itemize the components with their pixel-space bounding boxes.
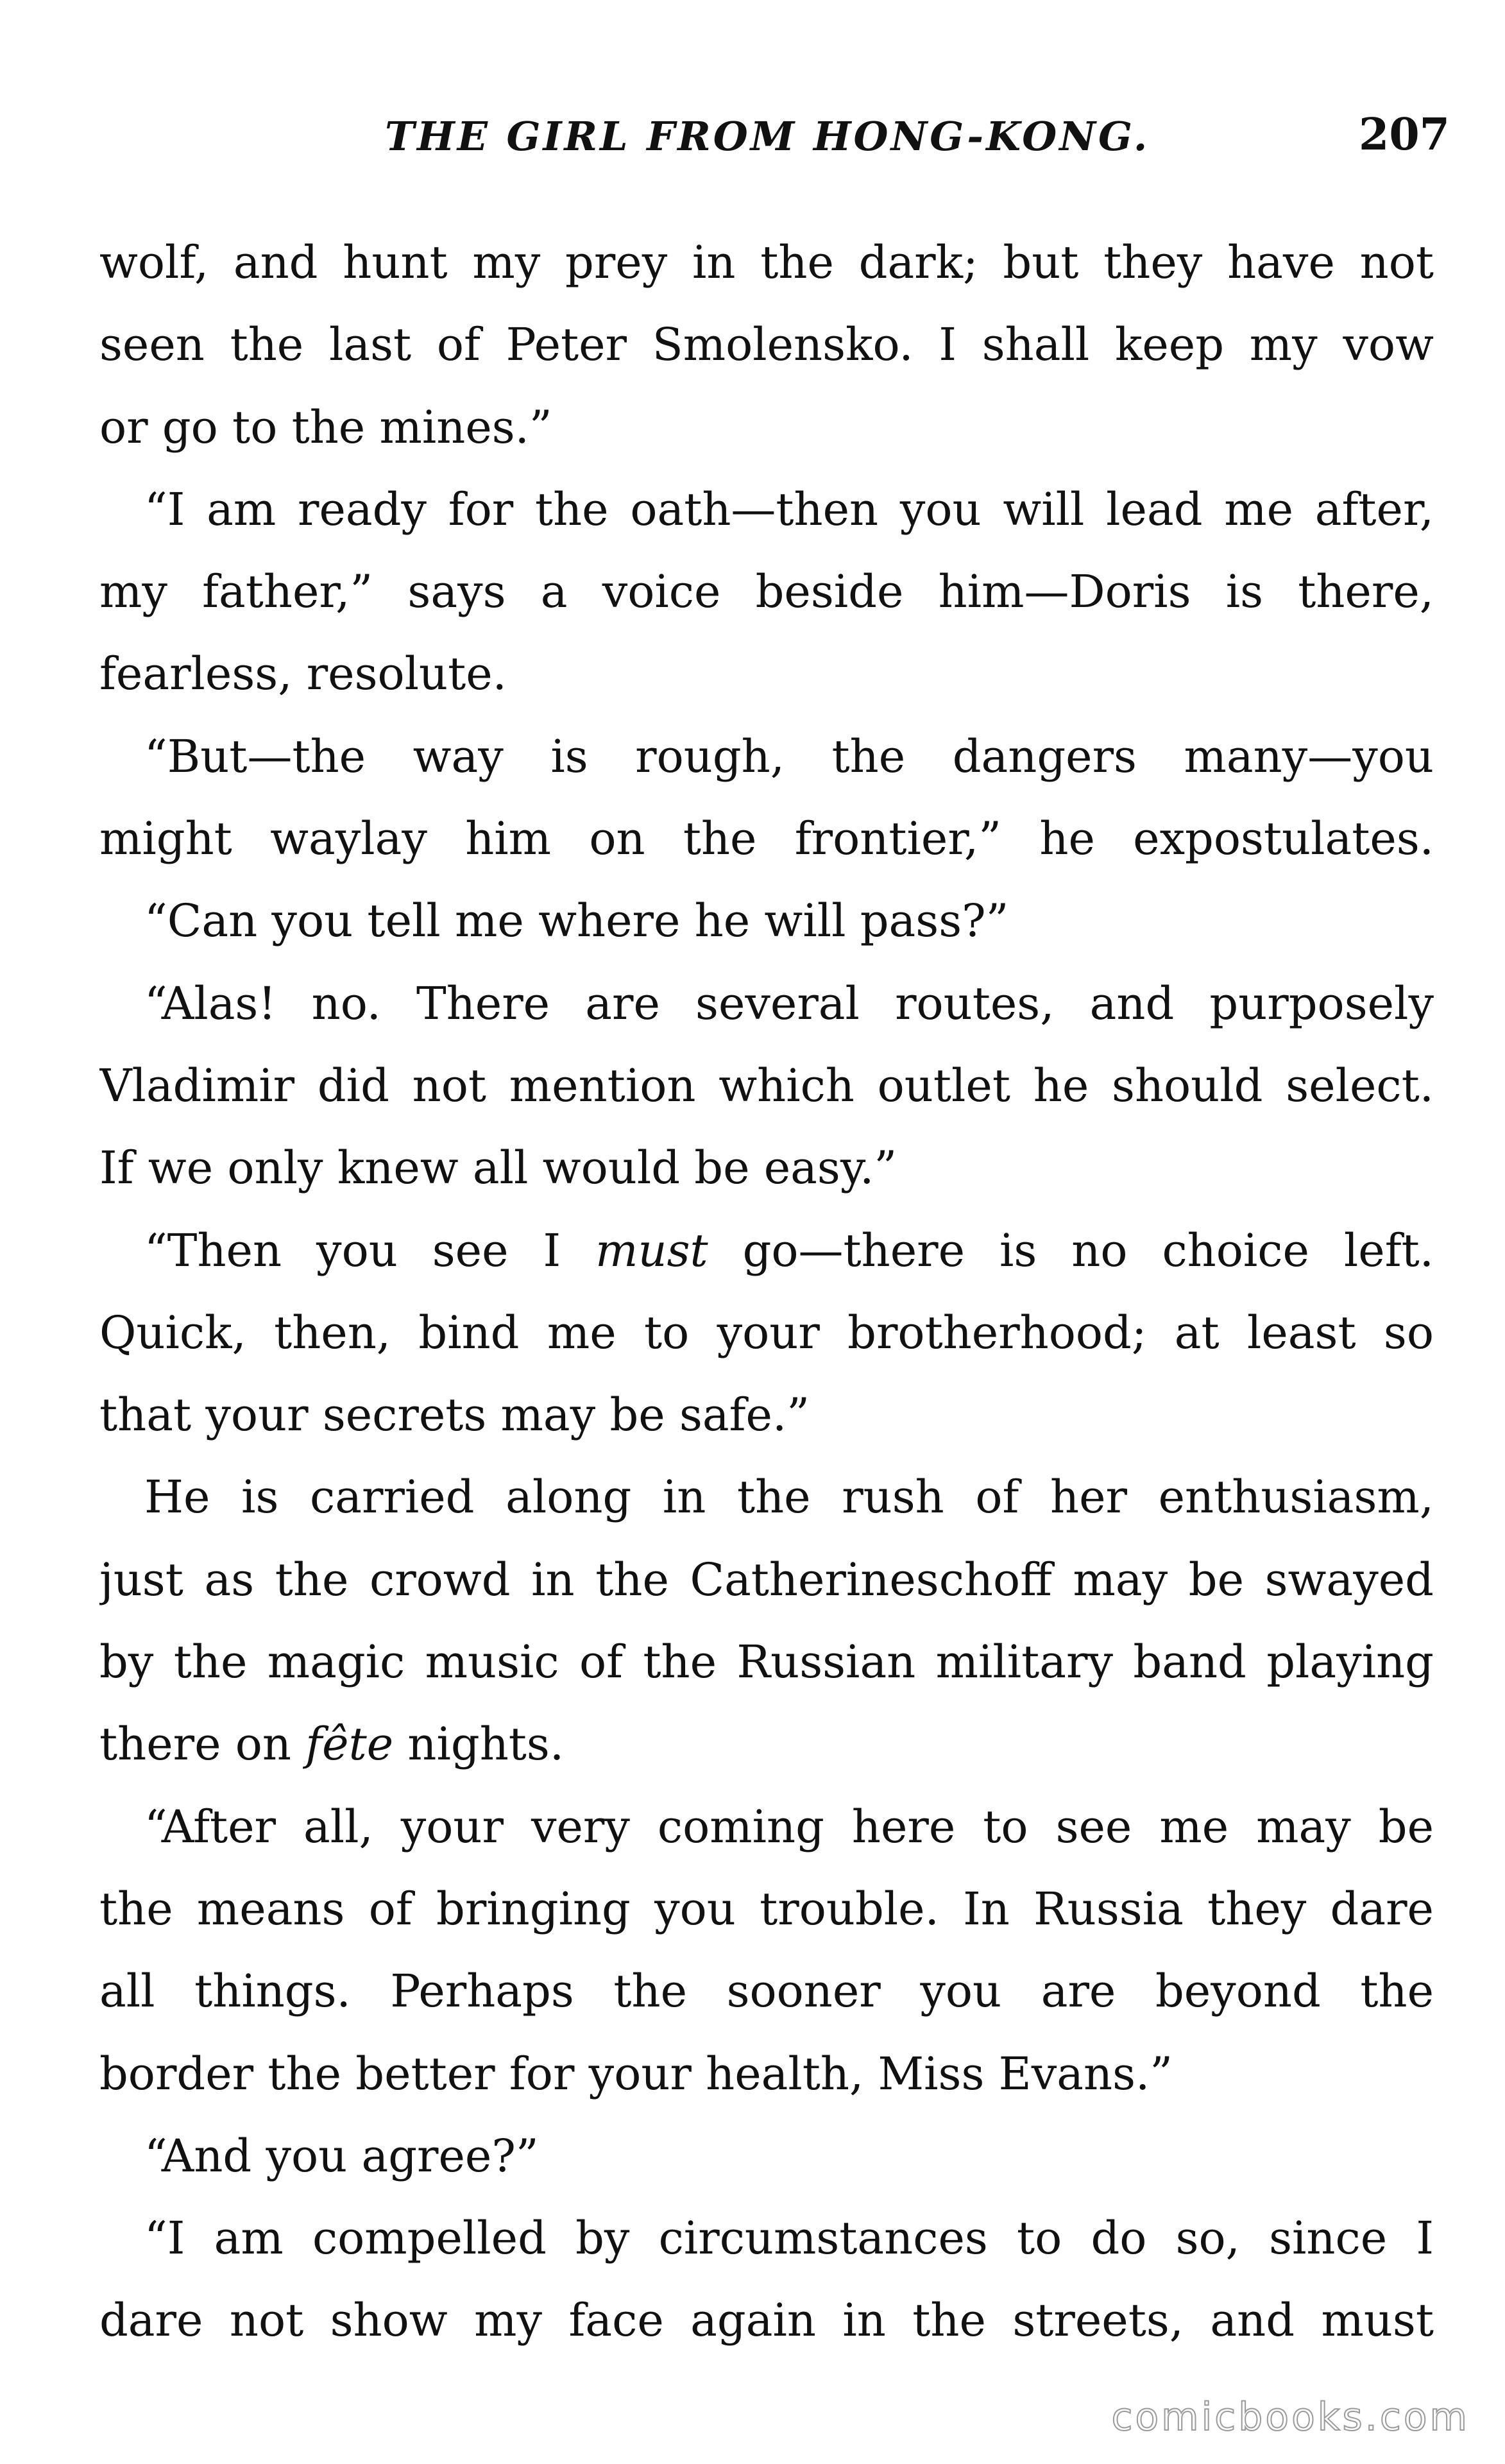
italic-word: fête (305, 1718, 394, 1771)
page-header (385, 109, 1450, 177)
text-line: wolf, and hunt my prey in the dark; but they have not (99, 236, 1434, 289)
text-line: by the magic music of the Russian military band playing (99, 1636, 1434, 1689)
text-line: Vladimir did not mention which outlet he should select. (99, 1059, 1434, 1112)
text-line: border the better for your health, Miss Evans.” (99, 2047, 1173, 2100)
text-line (99, 1210, 1434, 1292)
text-line: “And you agree?” (144, 2129, 539, 2182)
text-segment: nights. (393, 1718, 565, 1771)
text-segment: there on (99, 1718, 306, 1771)
text-line: “After all, your very coming here to see me may be (144, 1800, 1434, 1853)
text-segment: “Then you see I (144, 1224, 596, 1277)
text-line: dare not show my face again in the streets, and must (99, 2294, 1434, 2347)
text-line: the means of bringing you trouble. In Russia they dare (99, 1882, 1434, 1935)
text-line: “I am ready for the oath—then you will lead me after, (144, 483, 1434, 536)
text-line: that your secrets may be safe.” (99, 1389, 810, 1442)
text-line: or go to the mines.” (99, 400, 552, 454)
text-line: “Can you tell me where he will pass?” (144, 894, 1009, 948)
text-line: “Alas! no. There are several routes, and purposely (144, 977, 1434, 1030)
body-text (99, 221, 1434, 2362)
watermark: comicbooks.com (1111, 2395, 1470, 2440)
text-line: fearless, resolute. (99, 647, 507, 701)
running-title: THE GIRL FROM HONG-KONG. (385, 113, 1150, 160)
text-line (99, 1703, 1434, 1785)
text-line: Quick, then, bind me to your brotherhood; at least so (99, 1306, 1434, 1359)
page-number: 207 (1359, 109, 1450, 160)
text-line: seen the last of Peter Smolensko. I shall keep my vow (99, 318, 1434, 372)
text-segment: go—there is no choice left. (708, 1224, 1434, 1277)
italic-word: must (595, 1224, 708, 1277)
text-line: just as the crowd in the Catherineschoff may be swayed (99, 1553, 1434, 1606)
text-line: He is carried along in the rush of her enthusiasm, (144, 1471, 1434, 1524)
text-line: If we only knew all would be easy.” (99, 1142, 897, 1195)
text-line: “I am compelled by circumstances to do so, since I (144, 2212, 1434, 2265)
text-line: might waylay him on the frontier,” he expostulates. (99, 812, 1434, 866)
text-line: my father,” says a voice beside him—Doris is there, (99, 565, 1434, 619)
text-line: all things. Perhaps the sooner you are beyond the (99, 1965, 1434, 2018)
text-line: “But—the way is rough, the dangers many—you (144, 730, 1434, 783)
